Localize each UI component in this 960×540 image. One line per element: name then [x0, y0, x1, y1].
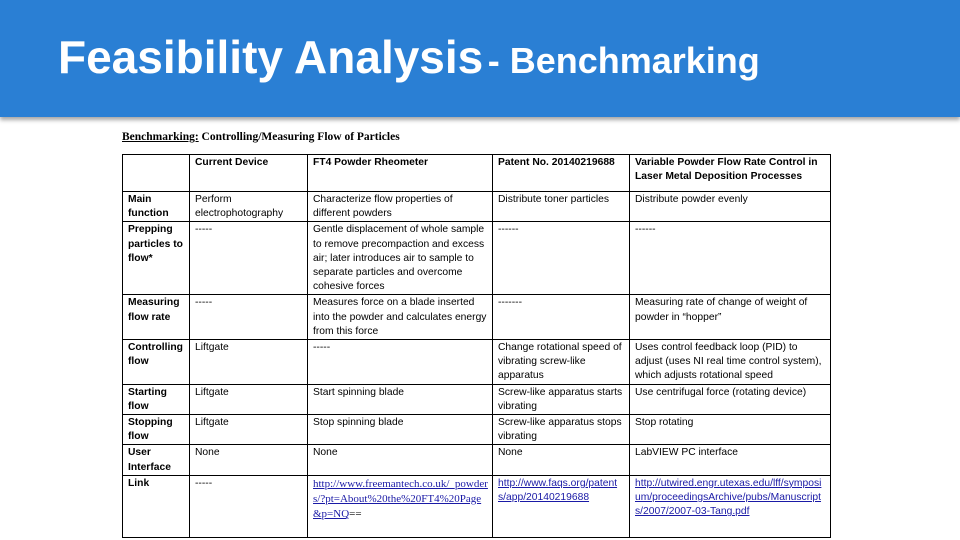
table-row: [123, 192, 831, 222]
column-header-current-device: Current Device: [190, 155, 308, 192]
table-cell: -----: [190, 475, 308, 537]
table-cell: Measuring rate of change of weight of powder in “hopper”: [630, 295, 831, 340]
column-header-variable-powder: Variable Powder Flow Rate Control in Laser Metal Deposition Processes: [630, 155, 831, 192]
table-cell: Use centrifugal force (rotating device): [630, 384, 831, 414]
table-header-row: [123, 155, 831, 192]
column-header-empty: [123, 155, 190, 192]
row-header: Link: [123, 475, 190, 537]
table-cell: ------: [493, 222, 630, 295]
row-header: Controlling flow: [123, 340, 190, 385]
slide-header: [0, 0, 960, 117]
slide-title: [58, 30, 760, 84]
column-header-ft4: FT4 Powder Rheometer: [308, 155, 493, 192]
ft4-link[interactable]: http://www.freemantech.co.uk/_powders/?pt=About%20the%20FT4%20Page&p=NQ: [313, 477, 488, 521]
benchmark-table: [122, 154, 831, 538]
table-row: [123, 222, 831, 295]
table-cell: Screw-like apparatus stops vibrating: [493, 415, 630, 445]
table-cell: [308, 475, 493, 537]
table-row: [123, 295, 831, 340]
table-cell: Characterize flow properties of different powders: [308, 192, 493, 222]
row-header: Prepping particles to flow*: [123, 222, 190, 295]
column-header-patent: Patent No. 20140219688: [493, 155, 630, 192]
table-cell: -----: [308, 340, 493, 385]
table-cell: Liftgate: [190, 415, 308, 445]
table-cell: Stop rotating: [630, 415, 831, 445]
slide-title-sub: - Benchmarking: [487, 40, 760, 81]
caption-rest: Controlling/Measuring Flow of Particles: [198, 131, 400, 143]
table-cell: Perform electrophotography: [190, 192, 308, 222]
row-header: Stopping flow: [123, 415, 190, 445]
table-cell: Liftgate: [190, 384, 308, 414]
table-cell: ------: [630, 222, 831, 295]
row-header: User Interface: [123, 445, 190, 475]
table-cell: Liftgate: [190, 340, 308, 385]
table-cell: LabVIEW PC interface: [630, 445, 831, 475]
table-cell: Distribute powder evenly: [630, 192, 831, 222]
benchmark-document: [122, 128, 830, 538]
caption-underlined: Benchmarking:: [122, 131, 199, 143]
row-header: Main function: [123, 192, 190, 222]
row-header: Starting flow: [123, 384, 190, 414]
table-cell: Distribute toner particles: [493, 192, 630, 222]
table-cell: -------: [493, 295, 630, 340]
table-cell: Start spinning blade: [308, 384, 493, 414]
table-cell: Screw-like apparatus starts vibrating: [493, 384, 630, 414]
table-cell: Uses control feedback loop (PID) to adjust (uses NI real time control system), which adjusts rotational speed: [630, 340, 831, 385]
table-cell: None: [308, 445, 493, 475]
table-row: [123, 340, 831, 385]
table-cell: Stop spinning blade: [308, 415, 493, 445]
table-cell: -----: [190, 222, 308, 295]
patent-link[interactable]: http://www.faqs.org/patents/app/20140219688: [498, 477, 618, 504]
table-cell: Measures force on a blade inserted into the powder and calculates energy from this force: [308, 295, 493, 340]
slide-title-main: Feasibility Analysis: [58, 31, 484, 83]
table-cell: None: [493, 445, 630, 475]
table-cell: Gentle displacement of whole sample to remove precompaction and excess air; later introduces air to sample to separate particles and overcome cohesive forces: [308, 222, 493, 295]
table-caption: [122, 128, 830, 154]
table-row: [123, 445, 831, 475]
table-row: [123, 384, 831, 414]
ft4-link-suffix: ==: [349, 508, 362, 521]
row-header: Measuring flow rate: [123, 295, 190, 340]
table-cell: -----: [190, 295, 308, 340]
table-cell: Change rotational speed of vibrating screw-like apparatus: [493, 340, 630, 385]
utwired-link[interactable]: http://utwired.engr.utexas.edu/lff/symposium/proceedingsArchive/pubs/Manuscripts/2007/2007-03-Tang.pdf: [635, 477, 822, 518]
table-cell: [630, 475, 831, 537]
table-row-links: [123, 475, 831, 537]
table-cell: [493, 475, 630, 537]
table-cell: None: [190, 445, 308, 475]
table-row: [123, 415, 831, 445]
